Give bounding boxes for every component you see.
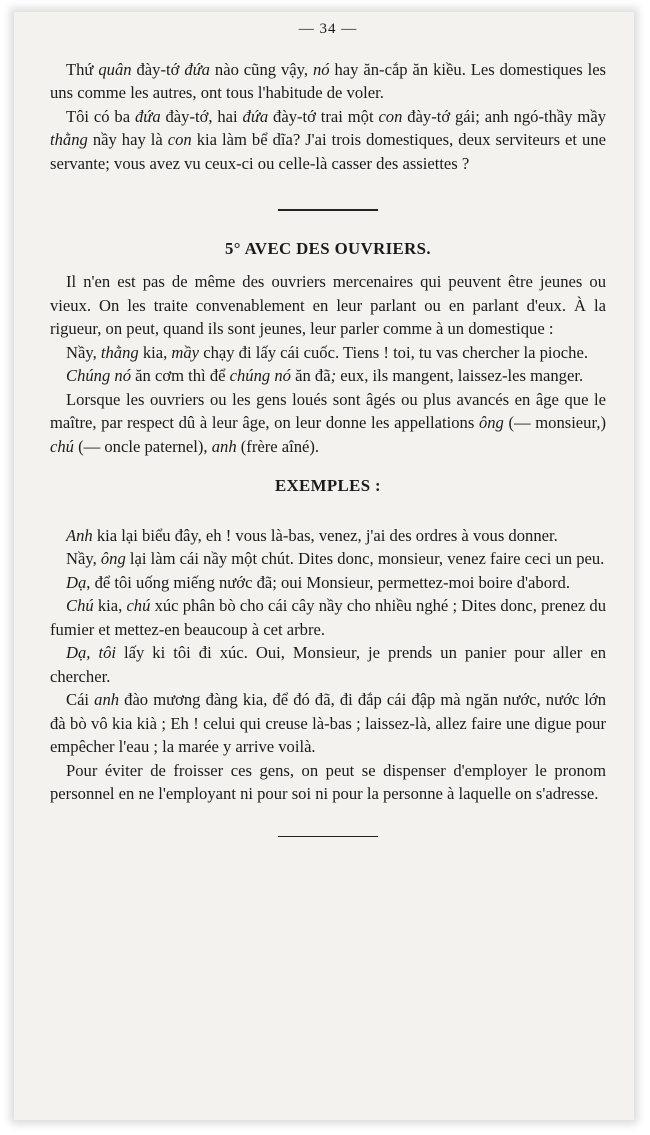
text-run: kia lại biểu đây, eh ! vous là-bas, venez, j'ai des ordres à vous donner. <box>92 525 558 545</box>
paragraph <box>50 641 606 688</box>
workers-section <box>50 270 606 458</box>
italic-term: Chúng nó <box>66 366 131 386</box>
text-run: nào cũng vậy, <box>209 59 313 79</box>
text-run: (frère aîné). <box>236 436 320 456</box>
text-run: đày-tớ trai một <box>268 106 379 126</box>
italic-term: ông <box>100 549 126 569</box>
intro-section <box>50 58 606 176</box>
italic-term: mầy <box>171 342 200 362</box>
paragraph <box>50 524 606 548</box>
footer-divider <box>278 836 378 838</box>
examples-section <box>50 524 606 806</box>
italic-term: con <box>378 106 403 126</box>
paragraph <box>50 571 606 595</box>
paragraph <box>50 547 606 571</box>
italic-term: anh <box>211 436 237 456</box>
text-run: ăn cơm thì để <box>131 366 230 386</box>
paragraph <box>50 341 606 365</box>
paragraph <box>50 759 606 806</box>
text-run: eux, ils mangent, laissez-les manger. <box>336 366 584 386</box>
page-number: — 34 — <box>298 21 358 37</box>
italic-term: quân <box>98 59 132 79</box>
paragraph <box>50 688 606 759</box>
page-content <box>50 18 606 837</box>
text-run: đày-tớ <box>131 59 185 79</box>
italic-term: nó <box>312 59 330 79</box>
text-run: Il n'en est pas de même des ouvriers mercenaires qui peuvent être jeunes ou vieux. On les traite convenablement en leur parlant ou en parlant d'eux. À la rigueur, on peut, quand ils sont jeunes, leur parler comme à un domestique : <box>50 272 606 339</box>
text-run: Lorsque les ouvriers ou les gens loués sont âgés ou plus avancés en âge que le maître, par respect dû à leur âge, on leur donne les appellations <box>50 389 606 433</box>
italic-term: Dạ <box>66 572 87 592</box>
italic-term: ; <box>330 366 337 386</box>
text-run: đày-tớ gái; anh ngó-thầy mầy <box>402 106 606 126</box>
text-run: xúc phân bò cho cái cây nầy cho nhiều nghé ; Dites donc, prenez du fumier et mettez-en beaucoup à cet arbre. <box>50 596 606 639</box>
text-run: Cái <box>66 690 95 710</box>
italic-term: anh <box>94 690 120 710</box>
italic-term: chú <box>50 436 74 456</box>
text-run: đày-tớ, hai <box>160 106 243 126</box>
text-run: kia, <box>138 342 172 362</box>
section-heading: 5° AVEC DES OUVRIERS. <box>225 238 431 258</box>
italic-term: đứa <box>134 106 161 126</box>
section-divider <box>278 209 378 211</box>
paragraph <box>50 105 606 176</box>
text-run: Thứ <box>66 59 99 79</box>
italic-term: Chú <box>66 596 94 616</box>
scanned-page <box>14 12 634 1120</box>
text-run: chạy đi lấy cái cuốc. Tiens ! toi, tu vas chercher la pioche. <box>199 342 588 362</box>
text-run: Nầy, <box>66 342 101 362</box>
text-run: , để tôi uống miếng nước đã; oui Monsieur, permettez-moi boire d'abord. <box>86 572 570 592</box>
text-run: hay ăn-cắp ăn kiều. Les domestiques les uns comme les autres, ont tous l'habitude de voler. <box>50 59 607 102</box>
text-run: kia làm bể dĩa? J'ai trois domestiques, deux serviteurs et une servante; vous avez vu ceux-ci ou celle-là casser des assiettes ? <box>50 130 606 173</box>
text-run: Tôi có ba <box>66 106 135 126</box>
paragraph <box>50 388 606 459</box>
text-run: Nầy, <box>66 549 101 569</box>
italic-term: thằng <box>100 342 139 362</box>
text-run: lấy ki tôi đi xúc. Oui, Monsieur, je prends un panier pour aller en chercher. <box>50 643 606 686</box>
paragraph <box>50 364 606 388</box>
italic-term: ông <box>478 413 504 433</box>
italic-term: chú <box>126 596 151 616</box>
text-run: kia, <box>93 596 127 616</box>
italic-term: Anh <box>66 525 93 545</box>
italic-term: đứa <box>242 106 269 126</box>
paragraph <box>50 270 606 341</box>
text-run: lại làm cái nầy một chút. Dites donc, monsieur, venez faire ceci un peu. <box>125 549 605 569</box>
paragraph <box>50 58 606 105</box>
text-run: ăn đã <box>290 366 331 386</box>
text-run: đào mương đàng kia, để đó đã, đi đắp cái đập mà ngăn nước, nước lớn đà bò vô kia kià ; Eh ! celui qui creuse là-bas ; laissez-là, allez faire une digue pour empêcher l'eau ; la marée y arrive voilà. <box>50 690 606 757</box>
paragraph <box>50 594 606 641</box>
text-run: nầy hay là <box>87 130 168 149</box>
italic-term: chúng nó <box>229 366 291 386</box>
text-run: (— oncle paternel), <box>73 436 212 456</box>
examples-heading: EXEMPLES : <box>274 476 382 496</box>
text-run: Pour éviter de froisser ces gens, on peut se dispenser d'employer le pronom personnel en ne l'employant ni pour soi ni pour la personne à laquelle on s'adresse. <box>50 760 606 804</box>
italic-term: thằng <box>50 130 88 149</box>
italic-term: Dạ, tôi <box>66 643 116 663</box>
italic-term: con <box>167 130 192 149</box>
text-run: (— monsieur,) <box>503 413 607 433</box>
italic-term: đứa <box>184 59 210 79</box>
